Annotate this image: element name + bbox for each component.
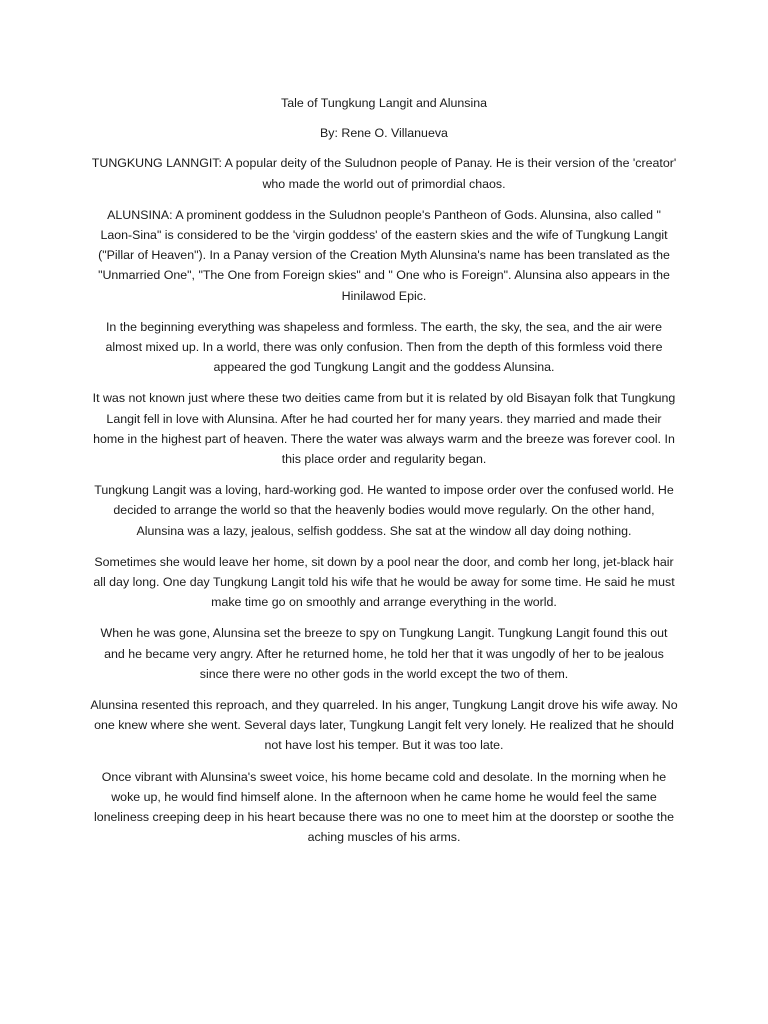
paragraph-quarrel: Alunsina resented this reproach, and they quarreled. In his anger, Tungkung Langit drove his wife away. No one knew where she went. Several days later, Tungkung Langit felt very lonely. He realized that he should not have lost his temper. But it was too late.: [90, 698, 678, 753]
paragraph-characters: Tungkung Langit was a loving, hard-working god. He wanted to impose order over the confused world. He decided to arrange the world so that the heavenly bodies would move regularly. On the other hand, Alunsina was a lazy, jealous, selfish goddess. She sat at the window all day doing nothing.: [94, 483, 674, 538]
document-body: [90, 93, 678, 859]
paragraph-departure: Sometimes she would leave her home, sit down by a pool near the door, and comb her long, jet-black hair all day long. One day Tungkung Langit told his wife that he would be away for some time. He said he must make time go on smoothly and arrange everything in the world.: [93, 554, 675, 610]
paragraph-beginning: In the beginning everything was shapeless and formless. The earth, the sky, the sea, and the air were almost mixed up. In a world, there was only confusion. Then from the depth of this formless void there appeared the god Tungkung Langit and the goddess Alunsina.: [105, 319, 663, 375]
paragraph-courtship: It was not known just where these two deities came from but it is related by old Bisayan folk that Tungkung Langit fell in love with Alunsina. After he had courted her for many years. they married and made their home in the highest part of heaven. There the water was always warm and the breeze was forever cool. In this place order and regularity began.: [92, 391, 676, 467]
paragraph-loneliness: Once vibrant with Alunsina's sweet voice, his home became cold and desolate. In the morning when he woke up, he would find himself alone. In the afternoon when he came home he would feel the same loneliness creeping deep in his heart because there was no one to meet him at the doorstep or soothe the aching muscles of his arms.: [94, 769, 674, 845]
document-title: Tale of Tungkung Langit and Alunsina: [281, 96, 487, 110]
paragraph-spying: When he was gone, Alunsina set the breeze to spy on Tungkung Langit. Tungkung Langit found this out and he became very angry. After he returned home, he told her that it was ungodly of her to be jealous since there were no other gods in the world except the two of them.: [100, 626, 668, 681]
author-byline: By: Rene O. Villanueva: [320, 126, 448, 141]
paragraph-tungkung-definition: TUNGKUNG LANNGIT: A popular deity of the Suludnon people of Panay. He is their version of the 'creator' who made the world out of primordial chaos.: [91, 156, 677, 191]
paragraph-alunsina-definition: ALUNSINA: A prominent goddess in the Suludnon people's Pantheon of Gods. Alunsina, also called " Laon-Sina" is considered to be the 'virgin goddess' of the eastern skies and the wife of Tungkung Langit ("Pillar of Heaven"). In a Panay version of the Creation Myth Alunsina's name has been translated as the "Unmarried One", "The One from Foreign skies" and " One who is Foreign". Alunsina also appears in the Hinilawod Epic.: [98, 207, 670, 303]
